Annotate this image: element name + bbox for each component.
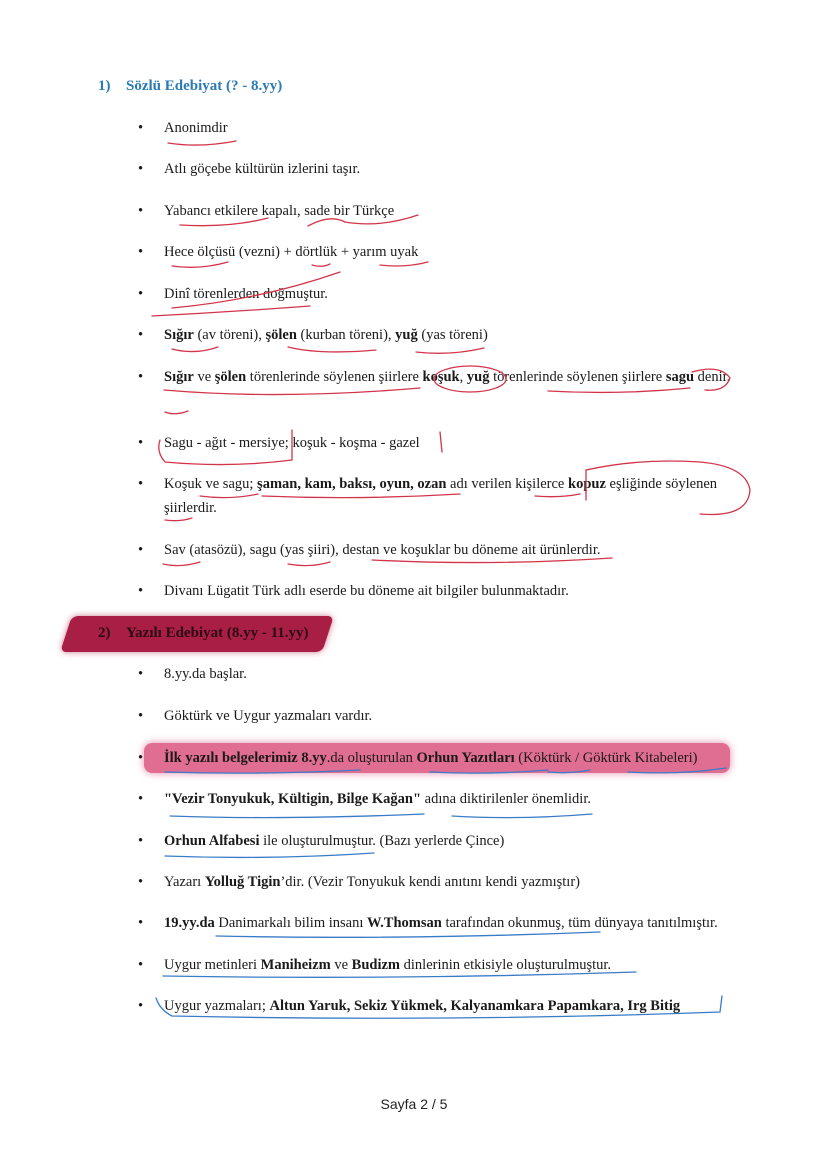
list-item-text: Orhun Alfabesi ile oluşturulmuştur. (Bazı yerlerde Çince) (164, 833, 505, 849)
bullet-icon: • (138, 998, 144, 1014)
bullet-icon: • (138, 327, 144, 343)
bullet-icon: • (138, 833, 144, 849)
bullet-icon: • (138, 203, 144, 219)
section-2-title: Yazılı Edebiyat (8.yy - 11.yy) (126, 625, 309, 641)
list-item-text: Dinî törenlerden doğmuştur. (164, 286, 328, 302)
bullet-icon: • (138, 476, 144, 492)
list-item-text: Uygur metinleri Maniheizm ve Budizm dinlerinin etkisiyle oluşturulmuştur. (164, 957, 612, 973)
section-2-number: 2) (98, 625, 111, 641)
bullet-icon: • (138, 666, 144, 682)
section-1-number: 1) (98, 78, 111, 94)
section-2-heading (98, 625, 309, 642)
bullet-icon: • (138, 708, 144, 724)
bullet-icon: • (138, 750, 144, 766)
list-item-text: Uygur yazmaları; Altun Yaruk, Sekiz Yükmek, Kalyanamkara Papamkara, Irg Bitig (164, 998, 681, 1014)
list-item-text: Yazarı Yolluğ Tigin’dir. (Vezir Tonyukuk kendi anıtını kendi yazmıştır) (164, 874, 580, 890)
list-item-text: 19.yy.da Danimarkalı bilim insanı W.Thomsan tarafından okunmuş, tüm dünyaya tanıtılmıştır. (164, 915, 718, 931)
bullet-icon: • (138, 244, 144, 260)
section-1-title: Sözlü Edebiyat (? - 8.yy) (126, 78, 283, 94)
bullet-icon: • (138, 435, 144, 451)
list-item-text: Koşuk ve sagu; şaman, kam, baksı, oyun, ozan adı verilen kişilerce kopuz eşliğinde söylenen şiirlerdir. (164, 476, 718, 516)
section-1-heading (98, 78, 282, 95)
list-item-text: İlk yazılı belgelerimiz 8.yy.da oluşturulan Orhun Yazıtları (Köktürk / Göktürk Kitabeleri) (164, 750, 698, 766)
bullet-icon: • (138, 957, 144, 973)
bullet-icon: • (138, 120, 144, 136)
page-number-footer: Sayfa 2 / 5 (380, 1096, 448, 1112)
list-item-text: Göktürk ve Uygur yazmaları vardır. (164, 708, 373, 724)
list-item-text: Anonimdir (164, 120, 228, 136)
list-item-text: Sığır ve şölen törenlerinde söylenen şiirlere koşuk, yuğ törenlerinde söylenen şiirlere sagu denir. (164, 369, 731, 385)
bullet-icon: • (138, 161, 144, 177)
list-item-text: "Vezir Tonyukuk, Kültigin, Bilge Kağan" adına diktirilenler önemlidir. (164, 791, 591, 807)
bullet-icon: • (138, 791, 144, 807)
list-item-text: Divanı Lügatit Türk adlı eserde bu döneme ait bilgiler bulunmaktadır. (164, 583, 569, 599)
bullet-icon: • (138, 286, 144, 302)
list-item-text: Hece ölçüsü (vezni) + dörtlük + yarım uyak (164, 244, 419, 260)
list-item-text: Atlı göçebe kültürün izlerini taşır. (164, 161, 361, 177)
bullet-icon: • (138, 369, 144, 385)
bullet-icon: • (138, 583, 144, 599)
bullet-icon: • (138, 542, 144, 558)
list-item-text: Sığır (av töreni), şölen (kurban töreni), yuğ (yas töreni) (164, 327, 488, 343)
bullet-icon: • (138, 874, 144, 890)
list-item-text: Sagu - ağıt - mersiye; koşuk - koşma - gazel (164, 435, 420, 451)
list-item-text: Sav (atasözü), sagu (yas şiiri), destan ve koşuklar bu döneme ait ürünlerdir. (164, 542, 601, 558)
list-item-text: 8.yy.da başlar. (164, 666, 247, 682)
bullet-icon: • (138, 915, 144, 931)
list-item-text: Yabancı etkilere kapalı, sade bir Türkçe (164, 203, 395, 219)
